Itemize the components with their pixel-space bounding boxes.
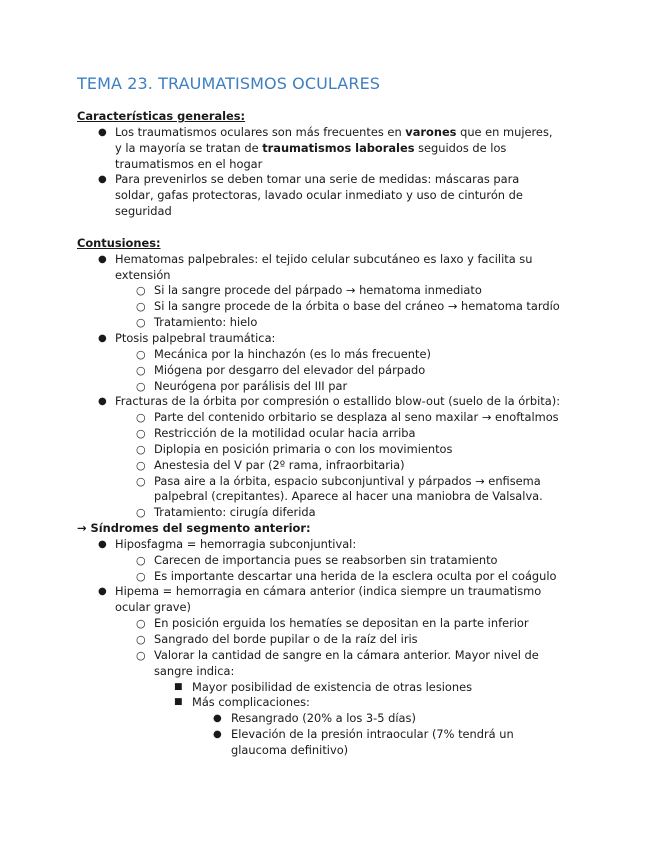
circle-bullet-icon: ○ (136, 569, 146, 583)
bullet-icon: ● (98, 332, 107, 344)
level4-list-item: ● Elevación de la presión intraocular (7% tendrá un (213, 727, 514, 742)
emphasis-text: traumatismos laborales (262, 140, 415, 155)
circle-bullet-icon: ○ (136, 300, 146, 314)
sub-list-item-continuation: palpebral (crepitantes). Aparece al hacer una maniobra de Valsalva. (154, 489, 543, 504)
level4-list-item-continuation: glaucoma definitivo) (231, 742, 349, 757)
circle-bullet-icon: ○ (136, 363, 146, 377)
sub-list-item: ○ En posición erguida los hematíes se depositan en la parte inferior (136, 616, 529, 631)
bullet-icon: ● (213, 713, 222, 725)
sub-list-item: ○ Miógena por desgarro del elevador del párpado (136, 362, 426, 377)
list-item: ● Los traumatismos oculares son más frecuentes en varones que en mujeres, (98, 124, 553, 139)
sub-list-item: ○ Si la sangre procede del párpado → hematoma inmediato (136, 283, 482, 298)
sub-list-item: ○ Valorar la cantidad de sangre en la cámara anterior. Mayor nivel de (136, 647, 539, 662)
sub-list-item: ○ Mecánica por la hinchazón (es lo más frecuente) (136, 346, 431, 361)
page-title: TEMA 23. TRAUMATISMOS OCULARES (77, 74, 381, 93)
sub-list-item: ○ Tratamiento: hielo (136, 315, 258, 330)
level4-list-item: ● Resangrado (20% a los 3-5 días) (213, 711, 416, 726)
bullet-icon: ● (98, 586, 107, 598)
list-item: ● Hipema = hemorragia en cámara anterior (indica siempre un traumatismo (98, 584, 542, 599)
section-heading-sindromes: → Síndromes del segmento anterior: (77, 521, 311, 536)
bullet-icon: ● (98, 126, 107, 138)
list-item-continuation: traumatismos en el hogar (115, 156, 263, 171)
circle-bullet-icon: ○ (136, 553, 146, 567)
list-item-continuation: y la mayoría se tratan de traumatismos laborales seguidos de los (115, 140, 507, 155)
sub-list-item: ○ Carecen de importancia pues se reabsorben sin tratamiento (136, 552, 498, 567)
square-bullet-icon: ■ (174, 681, 183, 692)
sub-list-item: ○ Diplopia en posición primaria o con los movimientos (136, 441, 453, 456)
level3-list-item: ■ Más complicaciones: (174, 695, 310, 710)
circle-bullet-icon: ○ (136, 379, 146, 393)
sub-list-item: ○ Anestesia del V par (2º rama, infraorbitaria) (136, 457, 405, 472)
circle-bullet-icon: ○ (136, 411, 146, 425)
circle-bullet-icon: ○ (136, 506, 146, 520)
bullet-icon: ● (98, 253, 107, 265)
document-body (77, 109, 597, 759)
list-item-continuation: extensión (115, 267, 171, 282)
sub-list-item: ○ Es importante descartar una herida de la esclera oculta por el coágulo (136, 568, 557, 583)
section-heading-generales: Características generales: (77, 109, 246, 123)
bullet-icon: ● (98, 538, 107, 550)
circle-bullet-icon: ○ (136, 284, 146, 298)
list-item: ● Hiposfagma = hemorragia subconjuntival: (98, 536, 357, 551)
emphasis-text: varones (405, 124, 457, 139)
list-item: ● Para prevenirlos se deben tomar una serie de medidas: máscaras para (98, 172, 520, 187)
circle-bullet-icon: ○ (136, 633, 146, 646)
circle-bullet-icon: ○ (136, 427, 146, 441)
sub-list-item: ○ Si la sangre procede de la órbita o base del cráneo → hematoma tardío (136, 299, 560, 314)
square-bullet-icon: ■ (174, 697, 183, 708)
list-item: ● Hematomas palpebrales: el tejido celular subcutáneo es laxo y facilita su (98, 251, 533, 266)
sub-list-item: ○ Pasa aire a la órbita, espacio subconjuntival y párpados → enfisema (136, 473, 541, 488)
list-item-continuation: ocular grave) (115, 600, 191, 615)
level3-list-item: ■ Mayor posibilidad de existencia de otras lesiones (174, 679, 473, 694)
sub-list-item: ○ Tratamiento: cirugía diferida (136, 505, 316, 520)
section-heading-contusiones: Contusiones: (77, 235, 161, 250)
list-item: ● Ptosis palpebral traumática: (98, 330, 276, 345)
bullet-icon: ● (213, 729, 222, 741)
circle-bullet-icon: ○ (136, 316, 146, 330)
sub-list-item: ○ Sangrado del borde pupilar o de la raíz del iris (136, 632, 418, 646)
circle-bullet-icon: ○ (136, 648, 146, 662)
bullet-icon: ● (98, 396, 107, 408)
circle-bullet-icon: ○ (136, 347, 146, 361)
sub-list-item-continuation: sangre indica: (154, 663, 235, 678)
list-item-continuation: soldar, gafas protectoras, lavado ocular inmediato y uso de cinturón de (115, 188, 523, 203)
circle-bullet-icon: ○ (136, 458, 146, 472)
list-item: ● Fracturas de la órbita por compresión o estallido blow-out (suelo de la órbita): (98, 394, 561, 409)
circle-bullet-icon: ○ (136, 442, 146, 456)
circle-bullet-icon: ○ (136, 474, 146, 488)
circle-bullet-icon: ○ (136, 617, 146, 631)
sub-list-item: ○ Neurógena por parálisis del III par (136, 378, 348, 393)
bullet-icon: ● (98, 174, 107, 186)
list-item-continuation: seguridad (115, 204, 172, 219)
sub-list-item: ○ Parte del contenido orbitario se desplaza al seno maxilar → enoftalmos (136, 410, 559, 425)
sub-list-item: ○ Restricción de la motilidad ocular hacia arriba (136, 426, 416, 441)
